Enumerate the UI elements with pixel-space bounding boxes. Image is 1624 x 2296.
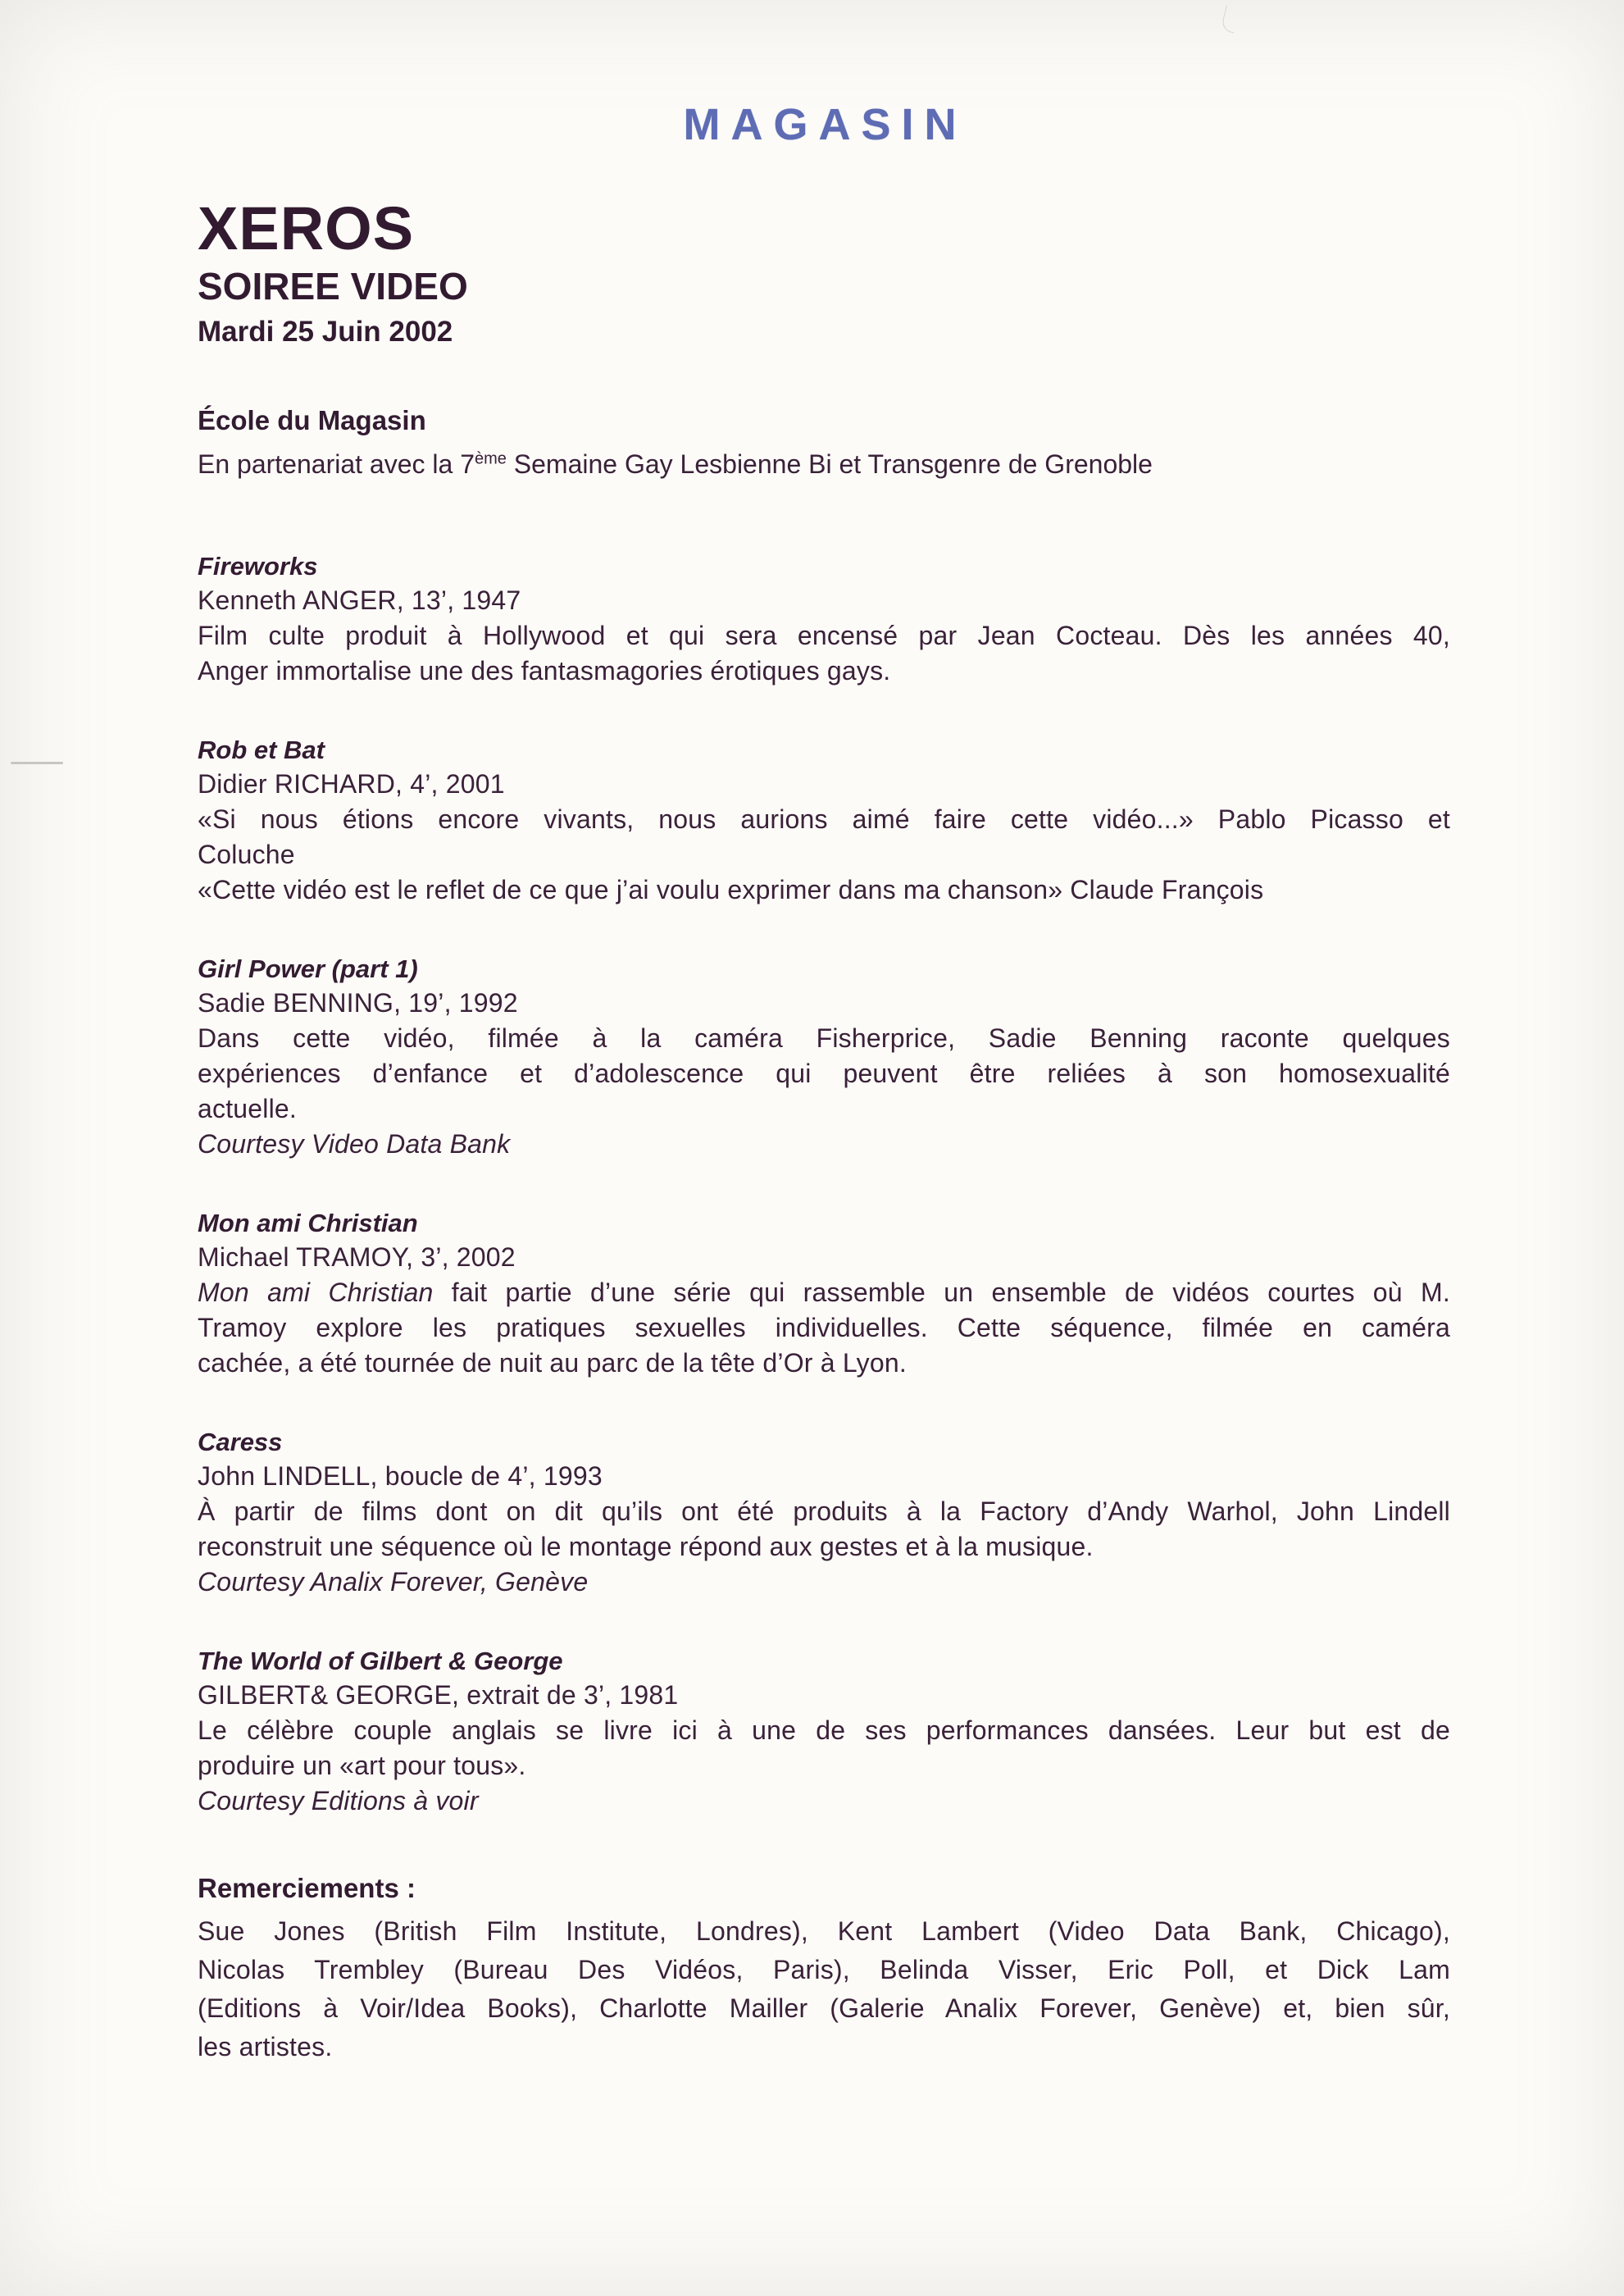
acknowledgements-line: les artistes.	[198, 2032, 333, 2062]
screening-rob-et-bat	[198, 733, 1450, 908]
event-date: Mardi 25 Juin 2002	[198, 316, 453, 348]
screening-text-line: cachée, a été tournée de nuit au parc de la tête d’Or à Lyon.	[198, 1348, 907, 1378]
screening-courtesy: Courtesy Analix Forever, Genève	[198, 1567, 589, 1597]
screening-text-line: Film culte produit à Hollywood et qui sera encensé par Jean Cocteau. Dès les années 40,	[198, 621, 1450, 651]
screening-text-line: Dans cette vidéo, filmée à la caméra Fisherprice, Sadie Benning raconte quelques	[198, 1023, 1450, 1054]
screening-credit: John LINDELL, boucle de 4’, 1993	[198, 1461, 603, 1492]
acknowledgements-block	[198, 1870, 1450, 2066]
screening-gilbert-george	[198, 1644, 1450, 1819]
screening-title: Caress	[198, 1428, 283, 1457]
screening-title: The World of Gilbert & George	[198, 1647, 563, 1676]
screening-text-line: Coluche	[198, 840, 295, 870]
magasin-logo: MAGASIN	[683, 100, 967, 149]
screening-text-line: Tramoy explore les pratiques sexuelles individuelles. Cette séquence, filmée en caméra	[198, 1313, 1450, 1343]
organizer-block	[198, 403, 1450, 482]
screening-fireworks	[198, 549, 1450, 689]
screening-text-line: produire un «art pour tous».	[198, 1751, 526, 1781]
screening-text-line: Le célèbre couple anglais se livre ici à une de ses performances dansées. Leur but est de	[198, 1715, 1450, 1746]
event-title: XEROS	[198, 194, 415, 262]
screening-title: Rob et Bat	[198, 736, 325, 765]
screening-title: Mon ami Christian	[198, 1209, 418, 1238]
partnership-line	[198, 446, 1450, 482]
partnership-prefix: En partenariat avec la 7	[198, 449, 475, 480]
partnership-superscript: ème	[474, 449, 507, 468]
screening-text-span: fait partie d’une série qui rassemble un ensemble de vidéos courtes où M.	[433, 1278, 1450, 1308]
screening-text-line: «Si nous étions encore vivants, nous aurions aimé faire cette vidéo...» Pablo Picasso et	[198, 804, 1450, 835]
event-subtitle: SOIREE VIDEO	[198, 265, 468, 308]
screening-credit: GILBERT& GEORGE, extrait de 3’, 1981	[198, 1680, 679, 1711]
screening-text-line: Anger immortalise une des fantasmagories érotiques gays.	[198, 656, 891, 686]
screening-title: Fireworks	[198, 552, 318, 581]
screening-courtesy: Courtesy Editions à voir	[198, 1786, 479, 1816]
screening-text-line: reconstruit une séquence où le montage répond aux gestes et à la musique.	[198, 1532, 1094, 1562]
partnership-suffix: Semaine Gay Lesbienne Bi et Transgenre de Grenoble	[506, 449, 1153, 480]
screening-credit: Sadie BENNING, 19’, 1992	[198, 988, 518, 1018]
screening-text-line: actuelle.	[198, 1094, 297, 1124]
acknowledgements-line: Nicolas Trembley (Bureau Des Vidéos, Paris), Belinda Visser, Eric Poll, et Dick Lam	[198, 1955, 1450, 1985]
screening-mon-ami-christian	[198, 1206, 1450, 1381]
acknowledgements-line: Sue Jones (British Film Institute, Londres), Kent Lambert (Video Data Bank, Chicago),	[198, 1916, 1450, 1947]
screening-courtesy: Courtesy Video Data Bank	[198, 1129, 511, 1159]
screening-title-inline: Mon ami Christian	[198, 1278, 434, 1308]
organizer-name: École du Magasin	[198, 405, 426, 436]
screening-credit: Michael TRAMOY, 3’, 2002	[198, 1242, 516, 1273]
flyer-content	[198, 0, 1450, 2066]
screening-text-line	[198, 1275, 1450, 1310]
screening-title: Girl Power (part 1)	[198, 954, 418, 984]
acknowledgements-line: (Editions à Voir/Idea Books), Charlotte Mailler (Galerie Analix Forever, Genève) et, bien sûr,	[198, 1993, 1450, 2024]
screening-girl-power	[198, 952, 1450, 1162]
scan-artifact-dash	[11, 762, 63, 764]
screening-text-line: «Cette vidéo est le reflet de ce que j’ai voulu exprimer dans ma chanson» Claude François	[198, 875, 1264, 905]
screening-credit: Kenneth ANGER, 13’, 1947	[198, 585, 521, 616]
screening-text-line: expériences d’enfance et d’adolescence qui peuvent être reliées à son homosexualité	[198, 1059, 1450, 1089]
screening-text-line: À partir de films dont on dit qu’ils ont été produits à la Factory d’Andy Warhol, John Lindell	[198, 1496, 1450, 1527]
acknowledgements-heading: Remerciements :	[198, 1873, 416, 1904]
screening-caress	[198, 1425, 1450, 1600]
screening-credit: Didier RICHARD, 4’, 2001	[198, 769, 505, 800]
